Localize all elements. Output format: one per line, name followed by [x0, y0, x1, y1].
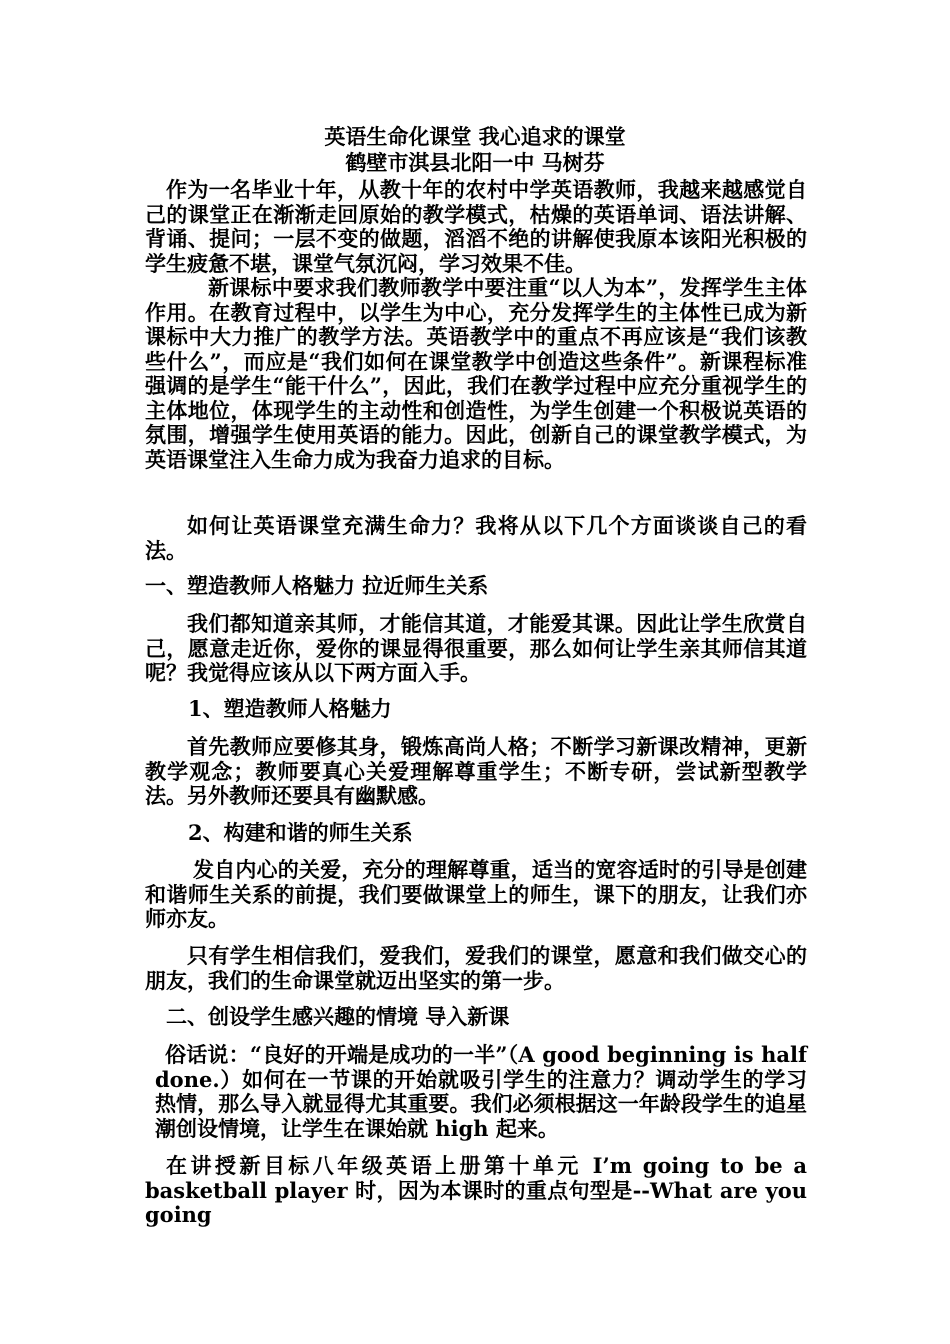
paragraph-lead-in: 俗话说：“良好的开端是成功的一半”（A good beginning is half done.）如何在一节课的开始就吸引学生的注意力？调动学生的学习热情，那么导入就显得尤其重要。我们必须根据这一年龄段学生的追星潮创设情境，让学生在课始就 high 起来。 [155, 1042, 807, 1141]
paragraph-relationship: 发自内心的关爱，充分的理解尊重，适当的宽容适时的引导是创建和谐师生关系的前提，我们要做课堂上的师生，课下的朋友，让我们亦师亦友。 [145, 857, 807, 931]
paragraph-intro: 作为一名毕业十年，从教十年的农村中学英语教师，我越来越感觉自己的课堂正在渐渐走回原始的教学模式，枯燥的英语单词、语法讲解、背诵、提问；一层不变的做题，滔滔不绝的讲解使我原本该阳光积极的学生疲惫不堪，课堂气氛沉闷，学习效果不佳。 [145, 177, 807, 276]
paragraph-curriculum: 新课标中要求我们教师教学中要注重“以人为本”，发挥学生主体作用。在教育过程中，以学生为中心，充分发挥学生的主体性已成为新课标中大力推广的教学方法。英语教学中的重点不再应该是“我们该教些什么”，而应是“我们如何在课堂教学中创造这些条件”。新课程标准强调的是学生“能干什么”，因此，我们在教学过程中应充分重视学生的主体地位，体现学生的主动性和创造性，为学生创建一个积极说英语的氛围，增强学生使用英语的能力。因此，创新自己的课堂教学模式，为英语课堂注入生命力成为我奋力追求的目标。 [145, 275, 807, 472]
paragraph-teacher-charm: 首先教师应要修其身，锻炼高尚人格；不断学习新课改精神，更新教学观念；教师要真心关爱理解尊重学生；不断专研，尝试新型教学法。另外教师还要具有幽默感。 [145, 734, 807, 808]
document-title: 英语生命化课堂 我心追求的课堂 [324, 124, 626, 149]
paragraph-first-step: 只有学生相信我们，爱我们，爱我们的课堂，愿意和我们做交心的朋友，我们的生命课堂就迈出坚实的第一步。 [145, 943, 807, 993]
author-line: 鹤壁市淇县北阳一中 马树芬 [345, 150, 605, 175]
paragraph-question: 如何让英语课堂充满生命力？我将从以下几个方面谈谈自己的看法。 [145, 513, 807, 563]
section-heading-1: 一、塑造教师人格魅力 拉近师生关系 [145, 573, 489, 598]
section-heading-2: 二、创设学生感兴趣的情境 导入新课 [166, 1004, 510, 1029]
subheading-1-2: 2、构建和谐的师生关系 [188, 820, 413, 845]
subheading-1-1: 1、塑造教师人格魅力 [188, 696, 392, 721]
paragraph-section1-intro: 我们都知道亲其师，才能信其道，才能爱其课。因此让学生欣赏自己，愿意走近你，爱你的课显得很重要，那么如何让学生亲其师信其道呢？我觉得应该从以下两方面入手。 [145, 611, 807, 685]
paragraph-unit-ten: 在讲授新目标八年级英语上册第十单元 I’m going to be a basketball player 时，因为本课时的重点句型是--What are you going [145, 1153, 807, 1227]
